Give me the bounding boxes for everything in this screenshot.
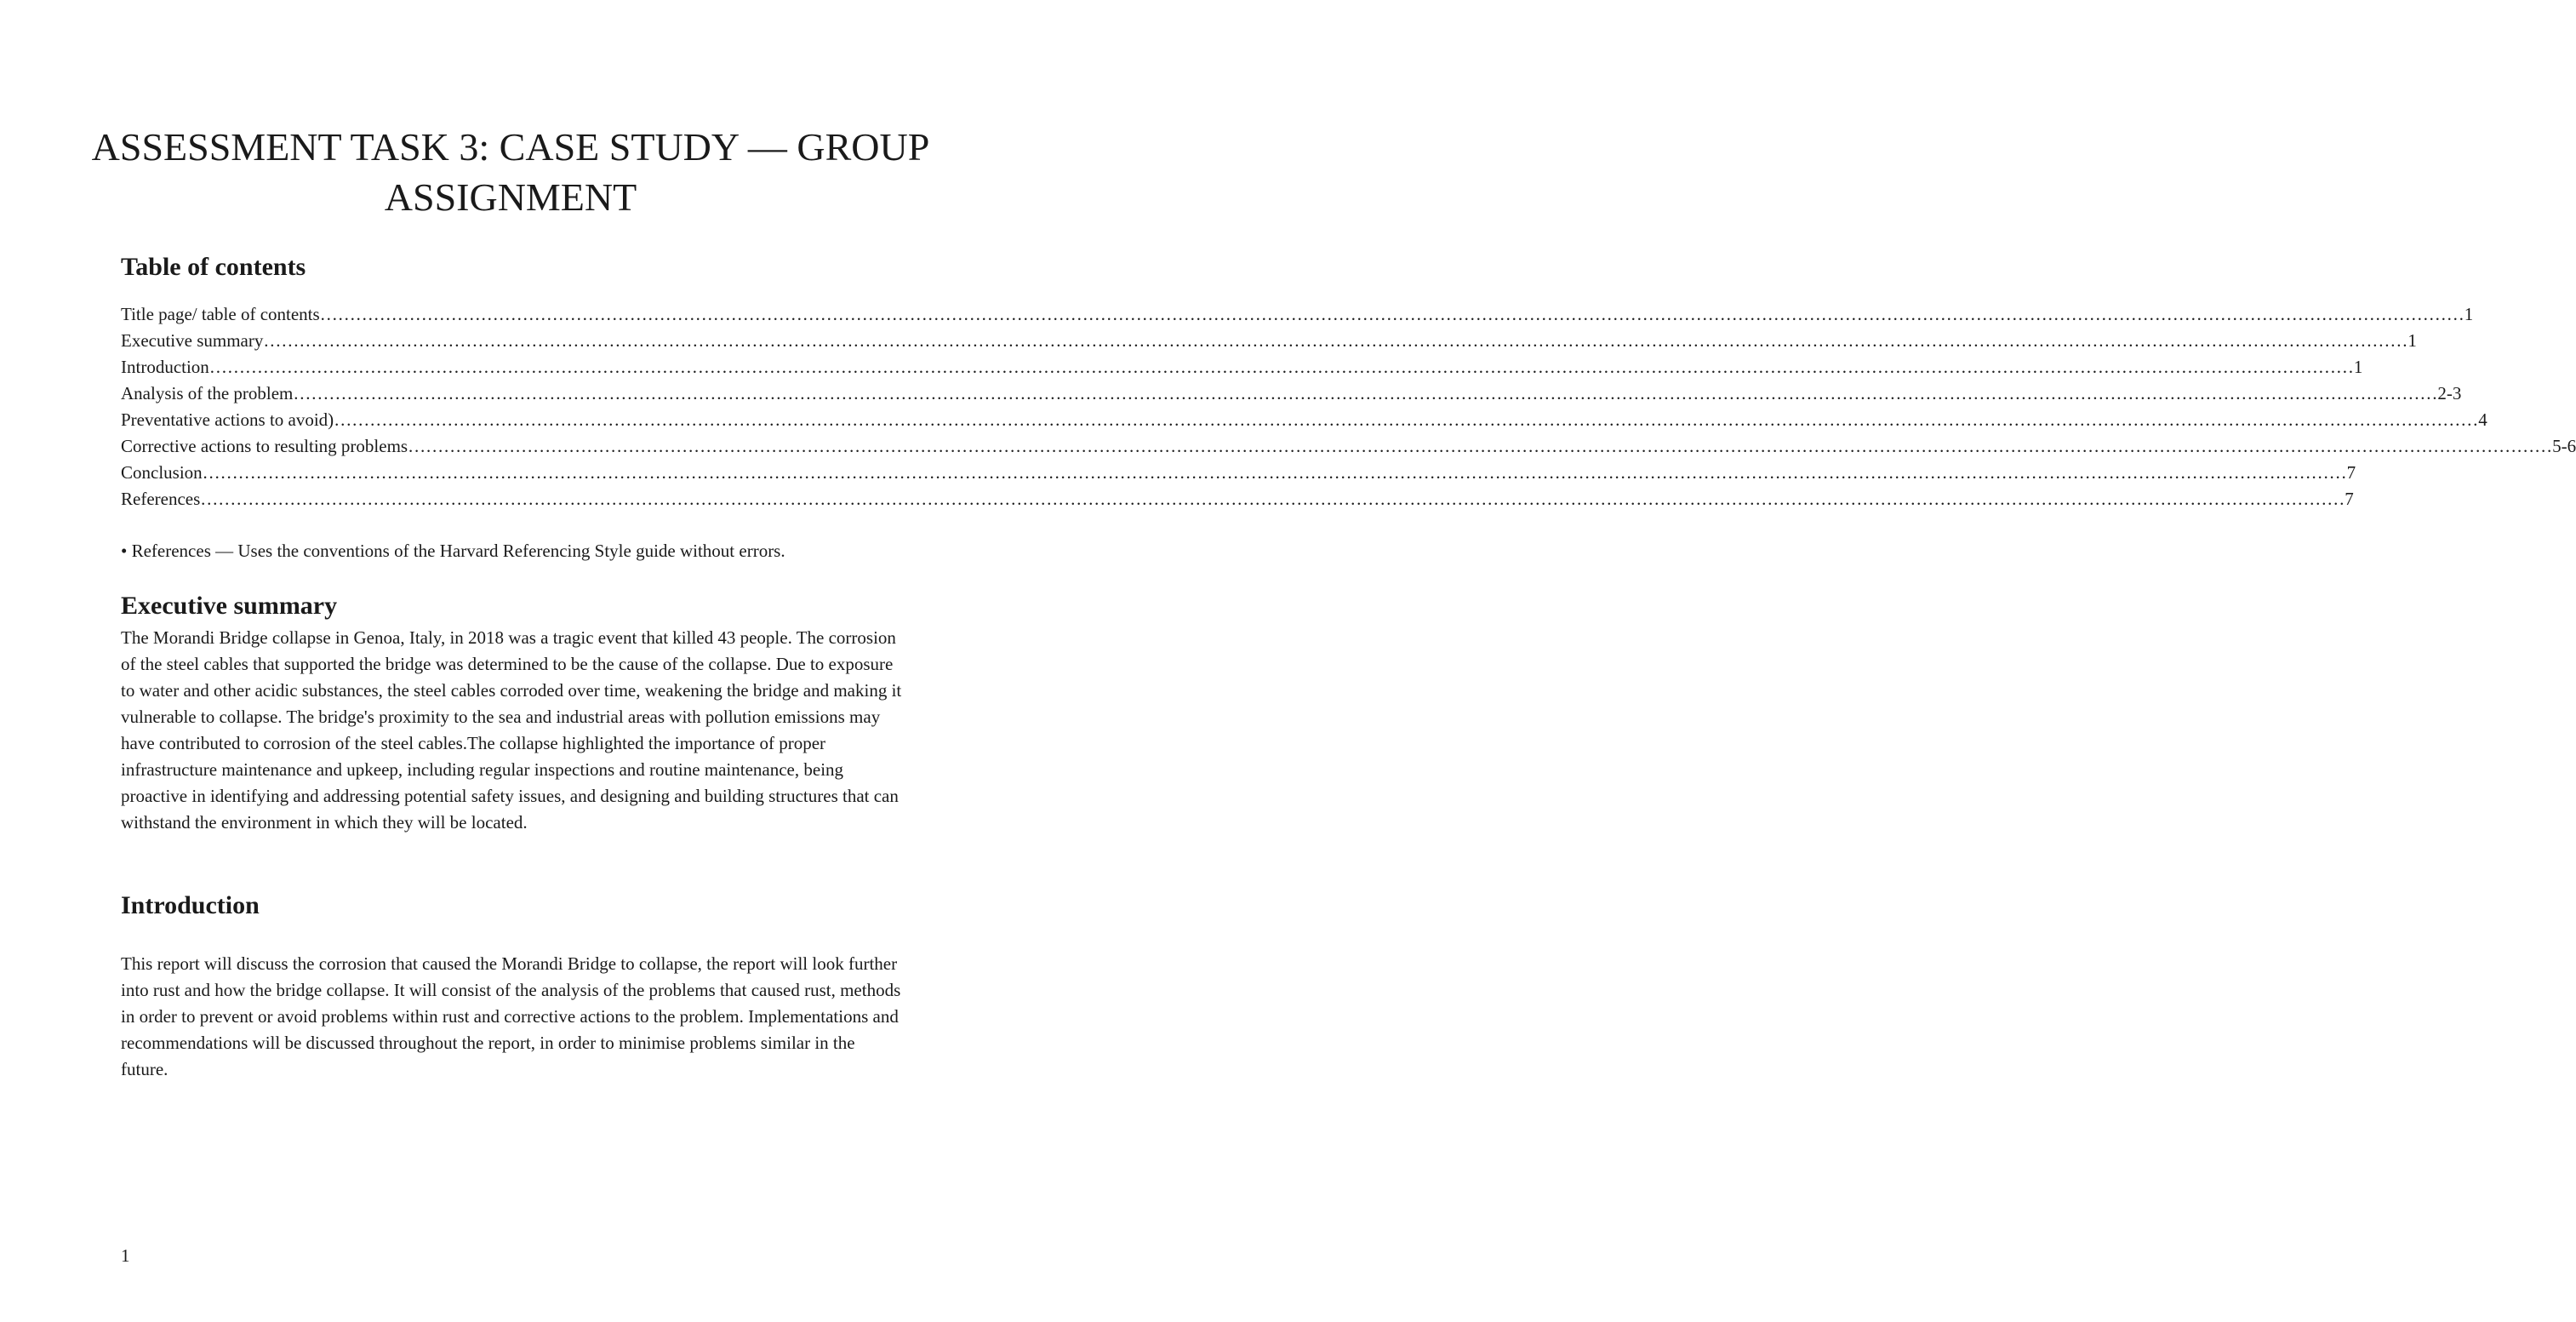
toc-entry-label: Executive summary [121,330,264,351]
toc-leader-dots: ……………………………………………………………………………………………………………………………………………………………………………………………………………………………………………………………………………………………………………………………… [408,436,2553,456]
introduction-heading: Introduction [121,891,260,919]
toc-entry-label: Corrective actions to resulting problems [121,436,408,456]
toc-entry-label: Title page/ table of contents [121,304,320,324]
toc-leader-dots: ……………………………………………………………………………………………………………………………………………………………………………………………………………………………………………………………………………………………………………………………… [208,357,2354,377]
toc-leader-dots: ……………………………………………………………………………………………………………………………………………………………………………………………………………………………………………………………………………………………………………………………… [334,409,2479,430]
toc-entry [121,433,2576,460]
introduction-body: This report will discuss the corrosion that caused the Morandi Bridge to collapse, the report will look further into rust and how the bridge collapse. It will consist of the analysis of the problems that caused rust, methods in order to prevent or avoid problems within rust and corrective actions to the problem. Implementations and recommendations will be discussed throughout the report, in order to minimise problems similar in the future. [121,953,901,1079]
toc-entry [121,354,2363,381]
toc-entry-page: 1 [2408,330,2417,351]
toc-entry-page: 7 [2345,489,2354,509]
toc-entry-page: 5-6 [2552,436,2576,456]
toc-entry-page: 4 [2478,409,2487,430]
executive-summary-heading: Executive summary [121,592,338,620]
executive-summary-body: The Morandi Bridge collapse in Genoa, Italy, in 2018 was a tragic event that killed 43 people. The corrosion of the steel cables that supported the bridge was determined to be the cause of the collapse. Due to exposure to water and other acidic substances, the steel cables corroded over time, weakening the bridge and making it vulnerable to collapse. The bridge's proximity to the sea and industrial areas with pollution emissions may have contributed to corrosion of the steel cables.The collapse highlighted the importance of proper infrastructure maintenance and upkeep, including regular inspections and routine maintenance, being proactive in identifying and addressing potential safety issues, and designing and building structures that can withstand the environment in which they will be located. [121,627,902,833]
toc-leader-dots: ……………………………………………………………………………………………………………………………………………………………………………………………………………………………………………………………………………………………………………………………… [200,489,2345,509]
toc-heading: Table of contents [121,253,306,281]
page-number: 1 [121,1245,130,1266]
toc-entry-label: Conclusion [121,462,203,483]
toc-entry-page: 7 [2346,462,2356,483]
toc-entry [121,407,2487,433]
toc-entry [121,301,2474,328]
toc-entry-label: Analysis of the problem [121,383,294,403]
toc-entry-page: 1 [2464,304,2474,324]
toc-entry-page: 2-3 [2437,383,2462,403]
toc-leader-dots: ……………………………………………………………………………………………………………………………………………………………………………………………………………………………………………………………………………………………………………………………… [319,304,2465,324]
toc-entry-label: Introduction [121,357,209,377]
toc-entry [121,460,2356,486]
toc-entry [121,328,2417,354]
toc-entry-label: Preventative actions to avoid) [121,409,334,430]
toc-entry [121,486,2354,512]
toc-entry-page: 1 [2353,357,2363,377]
document-title: ASSESSMENT TASK 3: CASE STUDY — GROUP ASSIGNMENT [91,125,930,219]
toc-entry [121,381,2462,407]
table-of-contents [121,301,2576,512]
toc-leader-dots: ……………………………………………………………………………………………………………………………………………………………………………………………………………………………………………………………………………………………………………………………… [263,330,2408,351]
toc-entry-label: References [121,489,201,509]
toc-leader-dots: ……………………………………………………………………………………………………………………………………………………………………………………………………………………………………………………………………………………………………………………………… [202,462,2347,483]
toc-leader-dots: ……………………………………………………………………………………………………………………………………………………………………………………………………………………………………………………………………………………………………………………………… [293,383,2438,403]
references-note: • References — Uses the conventions of the Harvard Referencing Style guide without errors. [121,541,785,561]
